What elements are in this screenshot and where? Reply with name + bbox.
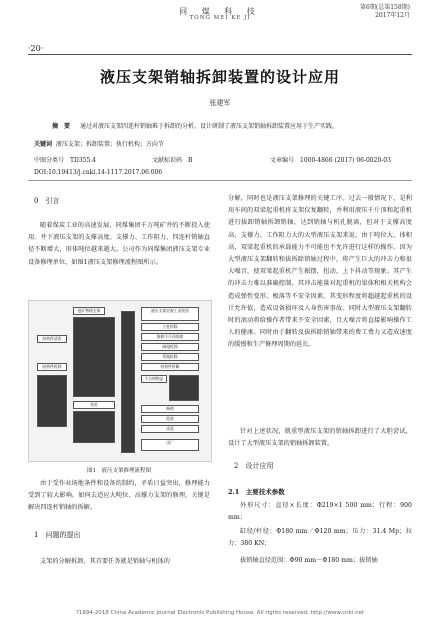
- spec-dimensions: 外形尺寸：直径×长度：Φ219×1 500 mm；行程：900 mm；: [228, 502, 412, 522]
- design-heading: 2 设计应用: [234, 462, 274, 470]
- right-para-1: 分解，同时也是液压支架修理的关键工序。过去一般情况下，是利用车间的双梁起重机将支架仅复翻转，并利用液压千斤顶和起重机进行拔卸销轴拆卸销轴，达到销轴与机孔脱离，但对于支撑高度高、支撑力、工作阻力大的大型液压支架来说，由于吨位大、体积高，双梁起重机的承载能力不可能也不允许进行这样的操作。因为大型液压支架翻转和拔拆除销轴过程中，将产生巨大的冲击力和很大噪音，使双梁起重机产生振摆，扭动，上下抖动等现象。其产生的冲击力难以准确控制。其冲击能量对起重机的梁体和相关机构会造成弹性变形，极落等不安全因素。其变形程度将超越起重机的设计允许值，造成设备损坏及人身伤害事故。同时大型液压支架翻转时的滚动将给操作者带来不安全因素，且大噪音将直接影响操作工人的健康。同时由于翻转及拔拆除销轴带来的费工费力又造成速度的缓慢和生产修理周期的延长。: [228, 195, 412, 349]
- right-para-2: 针对上述状况，就重型液压支架的销轴拆卸进行了大胆尝试，设计了大型液压支架的销轴拆卸装置。: [228, 428, 412, 448]
- flow-node: 检验: [73, 401, 115, 409]
- intro-heading: 0 引言: [34, 197, 60, 205]
- flow-node: 立柱拆除: [141, 323, 199, 331]
- abstract: [52, 122, 392, 132]
- issue-number: 第6期(总第158期): [360, 4, 410, 11]
- subsection-heading: 2.1 主要技术参数: [228, 488, 285, 496]
- flow-node: 结构件拆卸: [37, 363, 67, 371]
- flow-node: 试验: [141, 425, 199, 433]
- problem-heading: 1 问题的提出: [34, 531, 81, 539]
- flow-node: 管路拆除: [141, 353, 199, 361]
- issue-info: [360, 4, 410, 20]
- copyright-footer: ?1994-2018 China Academic Journal Electronic Publishing House. All rights reserved. http://www.cnki.net: [75, 610, 365, 616]
- flowchart-figure: [28, 300, 212, 462]
- problem-text: 支架的分解拆卸，其首要任务就是销轴与机体的: [40, 558, 170, 565]
- abstract-rule: [28, 180, 412, 181]
- flow-node: 结构件清洗: [37, 335, 67, 343]
- doc-code: 文献标识码 B: [152, 157, 193, 164]
- flow-node: 推移千斤顶拆除: [141, 333, 199, 341]
- keywords-text: 液压支架；拆卸装置；执行机构；方向节: [55, 141, 164, 148]
- flow-block-dark: [73, 317, 115, 397]
- flow-node: 组装: [141, 415, 199, 423]
- flow-node: 液压支架宏观工况检验: [141, 307, 199, 321]
- author: 张建军: [209, 99, 231, 107]
- paper-title: 液压支架销轴拆卸装置的设计应用: [99, 68, 340, 86]
- figure-caption: 图1 液压支架修理流程图: [86, 468, 151, 474]
- flow-node: 结构件拆解: [141, 363, 199, 371]
- flow-node: 修理: [141, 405, 199, 413]
- keywords: [34, 139, 164, 148]
- flow-node: 不合格物品: [141, 375, 167, 383]
- after-figure-text: 由于受作业场地条件和设备的制约，矛盾日益突出，修理能力受到了较大影响。如何去适应大吨位、高撑力支架的修理，关键是解决四连杆销轴的拆解。: [28, 480, 210, 512]
- doi: DOI:10.19413/j.cnki.14-1117.2017.06.006: [34, 169, 163, 176]
- journal-pinyin: TONG MEI KE JI: [189, 15, 251, 21]
- flow-node: 出厂: [141, 439, 199, 451]
- issue-date: 2017年12月: [375, 12, 410, 19]
- flow-block-dark: [169, 375, 199, 401]
- spec-pin-range: 拔销轴直径范围：Φ90 mm－Φ180 mm；拔销轴: [240, 557, 378, 564]
- clc-number: 中图分类号 TD355.4: [34, 157, 96, 164]
- abstract-label: 摘 要: [52, 123, 71, 130]
- page-number: ·20·: [28, 44, 44, 53]
- flow-node: 阀组拆卸: [141, 343, 199, 351]
- spec-cylinder: 缸径/杆径：Φ180 mm／Φ120 mm；压力：31.4 Mp；拉力：380 KN；: [228, 528, 412, 548]
- flow-node: 进矿物理全保: [73, 307, 105, 315]
- abstract-text: 通过对液压支架四连杆销轴难于拆卸的分析，设计研制了液压支架销轴拆卸装置应用于生产实践。: [80, 123, 339, 130]
- article-number: 文章编号 1000-4866 (2017) 06-0020-03: [270, 157, 391, 164]
- flow-connector: [121, 311, 135, 453]
- flow-block-dark: [73, 411, 115, 443]
- keywords-label: 关键词: [34, 141, 53, 148]
- header-rule: [28, 54, 412, 55]
- intro-text: 随着煤炭工业的高速发展，同煤集团千万吨矿井的不断投入使用。井下液压支架的支撑高度、支撑力、工作阻力、四连杆销轴直径不断增大，形体吨位越来越大。公司作为同煤集团液压支架专业设备修理单位，如图1液压支架修理流程图所示。: [28, 222, 210, 266]
- journal-name: 同 煤 科 技: [179, 7, 261, 16]
- flow-block-dark: [37, 375, 67, 427]
